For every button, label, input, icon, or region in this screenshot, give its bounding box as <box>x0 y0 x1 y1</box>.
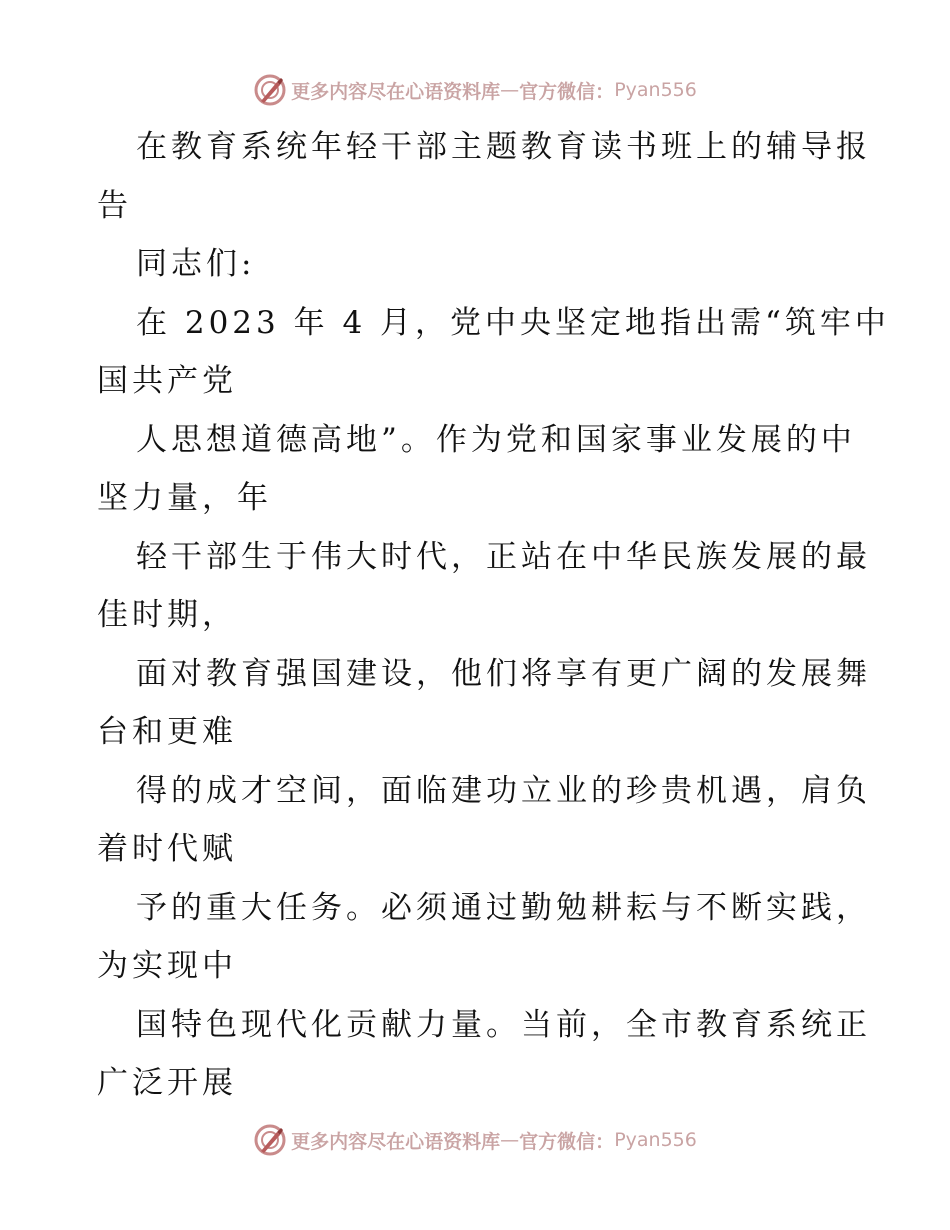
header-watermark <box>0 70 950 110</box>
watermark-wechat-label: 官方微信： <box>519 80 615 103</box>
title-line-2: 告 <box>97 188 132 224</box>
watermark-separator: — <box>500 1129 520 1151</box>
watermark-text: 更多内容尽在心语资料库 <box>291 1130 501 1153</box>
footer-watermark <box>0 1120 950 1160</box>
body-line: 面对教育强国建设，他们将享有更广阔的发展舞 <box>136 656 871 692</box>
watermark-text: 更多内容尽在心语资料库 <box>291 80 501 103</box>
body-line: 人思想道德高地”。作为党和国家事业发展的中 <box>136 422 856 458</box>
body-line: 坚力量，年 <box>97 480 272 516</box>
body-line: 为实现中 <box>97 948 237 984</box>
body-line: 佳时期， <box>97 597 237 633</box>
pen-logo-icon <box>253 1123 287 1157</box>
watermark-wechat-id: Pyan556 <box>614 79 697 101</box>
body-line: 在 2023 年 4 月，党中央坚定地指出需“筑牢中 <box>136 305 890 341</box>
watermark-wechat-label: 官方微信： <box>519 1130 615 1153</box>
body-line: 轻干部生于伟大时代，正站在中华民族发展的最 <box>136 539 871 575</box>
body-line: 予的重大任务。必须通过勤勉耕耘与不断实践， <box>136 890 871 926</box>
pen-logo-icon <box>253 73 287 107</box>
body-line: 得的成才空间，面临建功立业的珍贵机遇，肩负 <box>136 773 871 809</box>
body-line: 台和更难 <box>97 714 237 750</box>
title-line-1: 在教育系统年轻干部主题教育读书班上的辅导报 <box>136 129 871 165</box>
body-line: 国特色现代化贡献力量。当前，全市教育系统正 <box>136 1007 871 1043</box>
watermark-separator: — <box>500 79 520 101</box>
salutation: 同志们: <box>136 246 256 282</box>
body-line: 着时代赋 <box>97 831 237 867</box>
body-line: 广泛开展 <box>97 1065 237 1101</box>
body-line: 国共产党 <box>97 363 237 399</box>
watermark-wechat-id: Pyan556 <box>614 1129 697 1151</box>
